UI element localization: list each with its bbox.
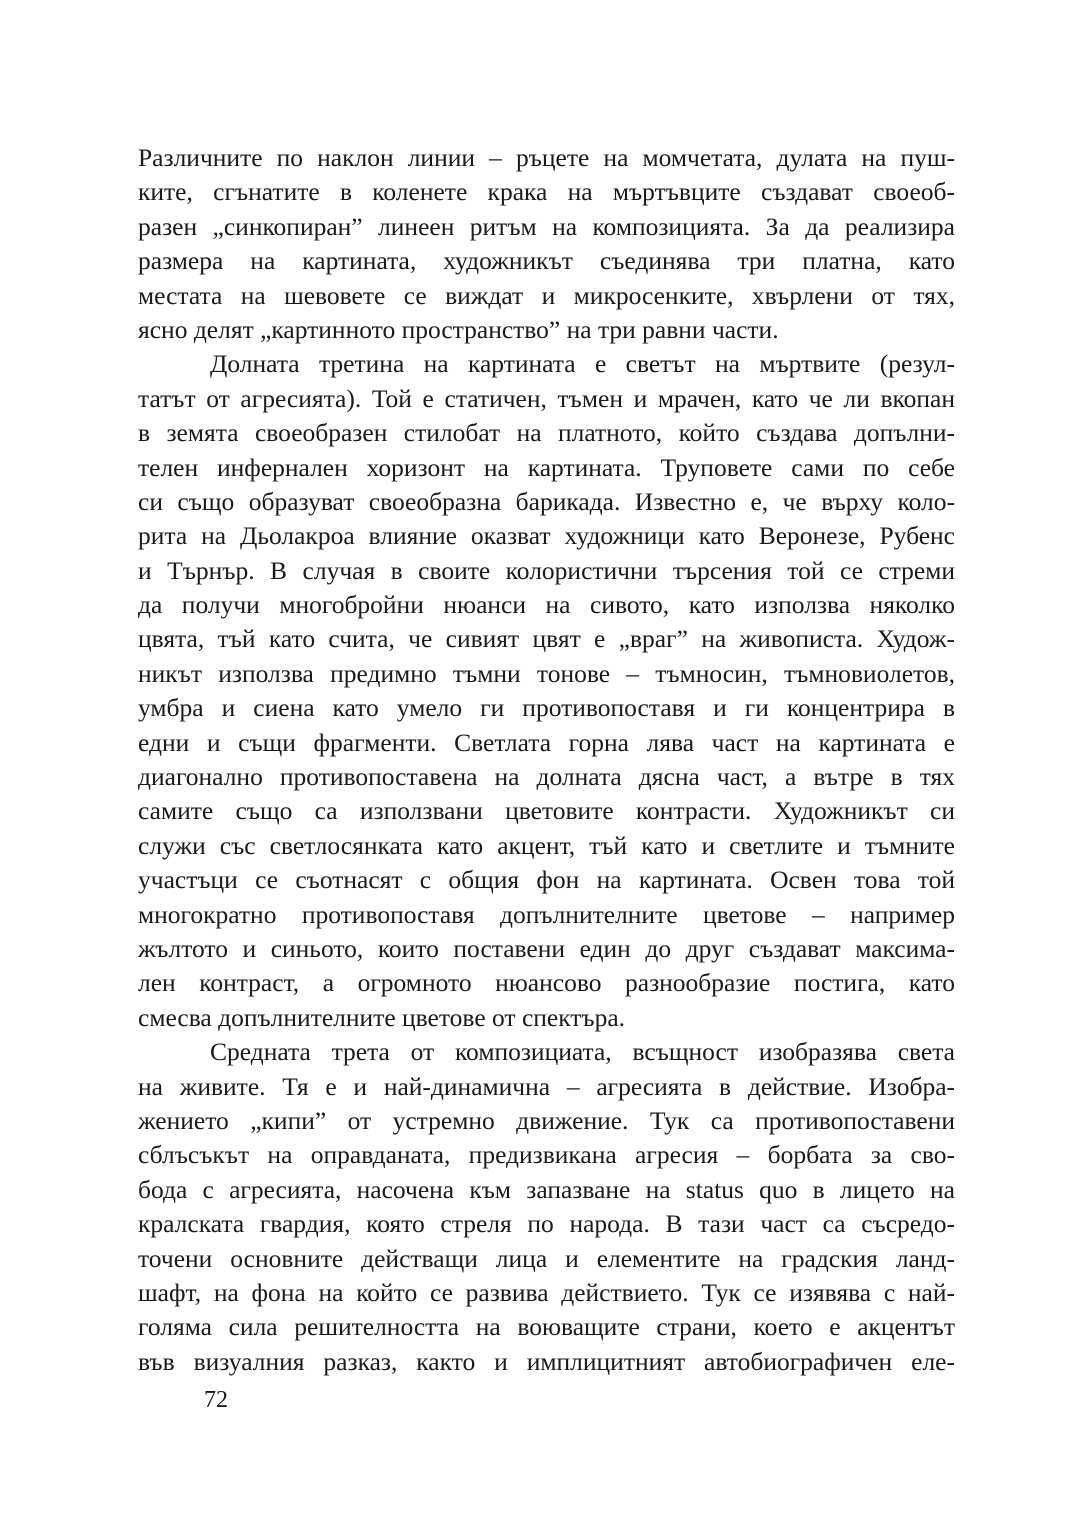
text-line: многократно противопоставя допълнителните цветове – например <box>138 899 955 929</box>
text-line: служи със светлосянката като акцент, тъй като и светлите и тъмните <box>138 830 955 860</box>
text-line: рита на Дьолакроа влияние оказват художници като Веронезе, Рубенс <box>138 521 955 551</box>
text-line: никът използва предимно тъмни тонове – тъмносин, тъмновиолетов, <box>138 658 955 688</box>
text-line: жълтото и синьото, които поставени един до друг създават максима- <box>138 933 955 963</box>
text-line: шафт, на фона на който се развива действието. Тук се изявява с най- <box>138 1277 955 1307</box>
paragraph-3 <box>138 1035 955 1379</box>
paragraph-1 <box>138 141 955 347</box>
text-line: размера на картината, художникът съединява три платна, като <box>138 246 955 276</box>
text-line: сблъсъкът на оправданата, предизвикана агресия – борбата за сво- <box>138 1140 955 1170</box>
text-line: и Търнър. В случая в своите колористични търсения той се стреми <box>138 555 955 585</box>
text-line: едни и същи фрагменти. Светлата горна лява част на картината е <box>138 727 955 757</box>
text-line: Долната третина на картината е светът на мъртвите (резул- <box>210 349 955 379</box>
text-line: кралската гвардия, която стреля по народа. В тази част са съсредо- <box>138 1209 955 1239</box>
text-line: в земята своеобразен стилобат на платното, който създава допълни- <box>138 418 955 448</box>
text-line: лен контраст, а огромното нюансово разнообразие постига, като <box>138 968 955 998</box>
paragraph-2 <box>138 347 955 1035</box>
text-line: самите също са използвани цветовите контрасти. Художникът си <box>138 796 955 826</box>
body-text <box>138 141 955 1379</box>
text-line: на живите. Тя е и най-динамична – агресията в действие. Изобра- <box>138 1071 955 1101</box>
page-number: 72 <box>204 1387 228 1413</box>
text-line: Средната трета от композициата, всъщност изобразява света <box>210 1037 955 1067</box>
text-line: голяма сила решителността на воюващите страни, което е акцентът <box>138 1312 955 1342</box>
text-line: умбра и сиена като умело ги противопоставя и ги концентрира в <box>138 693 955 723</box>
text-line: Различните по наклон линии – ръцете на момчетата, дулата на пуш- <box>138 143 955 172</box>
text-line: местата на шевовете се виждат и микросенките, хвърлени от тях, <box>138 280 955 310</box>
text-line: разен „синкопиран” линеен ритъм на композицията. За да реализира <box>138 211 955 241</box>
text-line: точени основните действащи лица и елементите на градския ланд- <box>138 1243 955 1273</box>
text-line: да получи многобройни нюанси на сивото, като използва няколко <box>138 590 955 620</box>
text-line: във визуалния разказ, както и имплицитният автобиографичен еле- <box>138 1346 955 1376</box>
text-line: си също образуват своеобразна барикада. Известно е, че върху коло- <box>138 486 955 516</box>
text-line: ясно делят „картинното пространство” на три равни части. <box>138 314 779 344</box>
text-line: ките, сгънатите в коленете крака на мъртъвците създават своеоб- <box>138 177 955 207</box>
text-line: телен инфернален хоризонт на картината. Труповете сами по себе <box>138 452 955 482</box>
text-line: бода с агресията, насочена към запазване на status quo в лицето на <box>138 1174 955 1204</box>
text-line: участъци се съотнасят с общия фон на картината. Освен това той <box>138 865 955 895</box>
text-line: диагонално противопоставена на долната дясна част, а вътре в тях <box>138 762 955 792</box>
text-line: смесва допълнителните цветове от спектъра. <box>138 1002 626 1032</box>
text-line: цвята, тъй като счита, че сивият цвят е „враг” на живописта. Худож- <box>138 624 955 654</box>
text-line: татът от агресията). Той е статичен, тъмен и мрачен, като че ли вкопан <box>138 383 955 413</box>
text-line: жението „кипи” от устремно движение. Тук са противопоставени <box>138 1105 955 1135</box>
